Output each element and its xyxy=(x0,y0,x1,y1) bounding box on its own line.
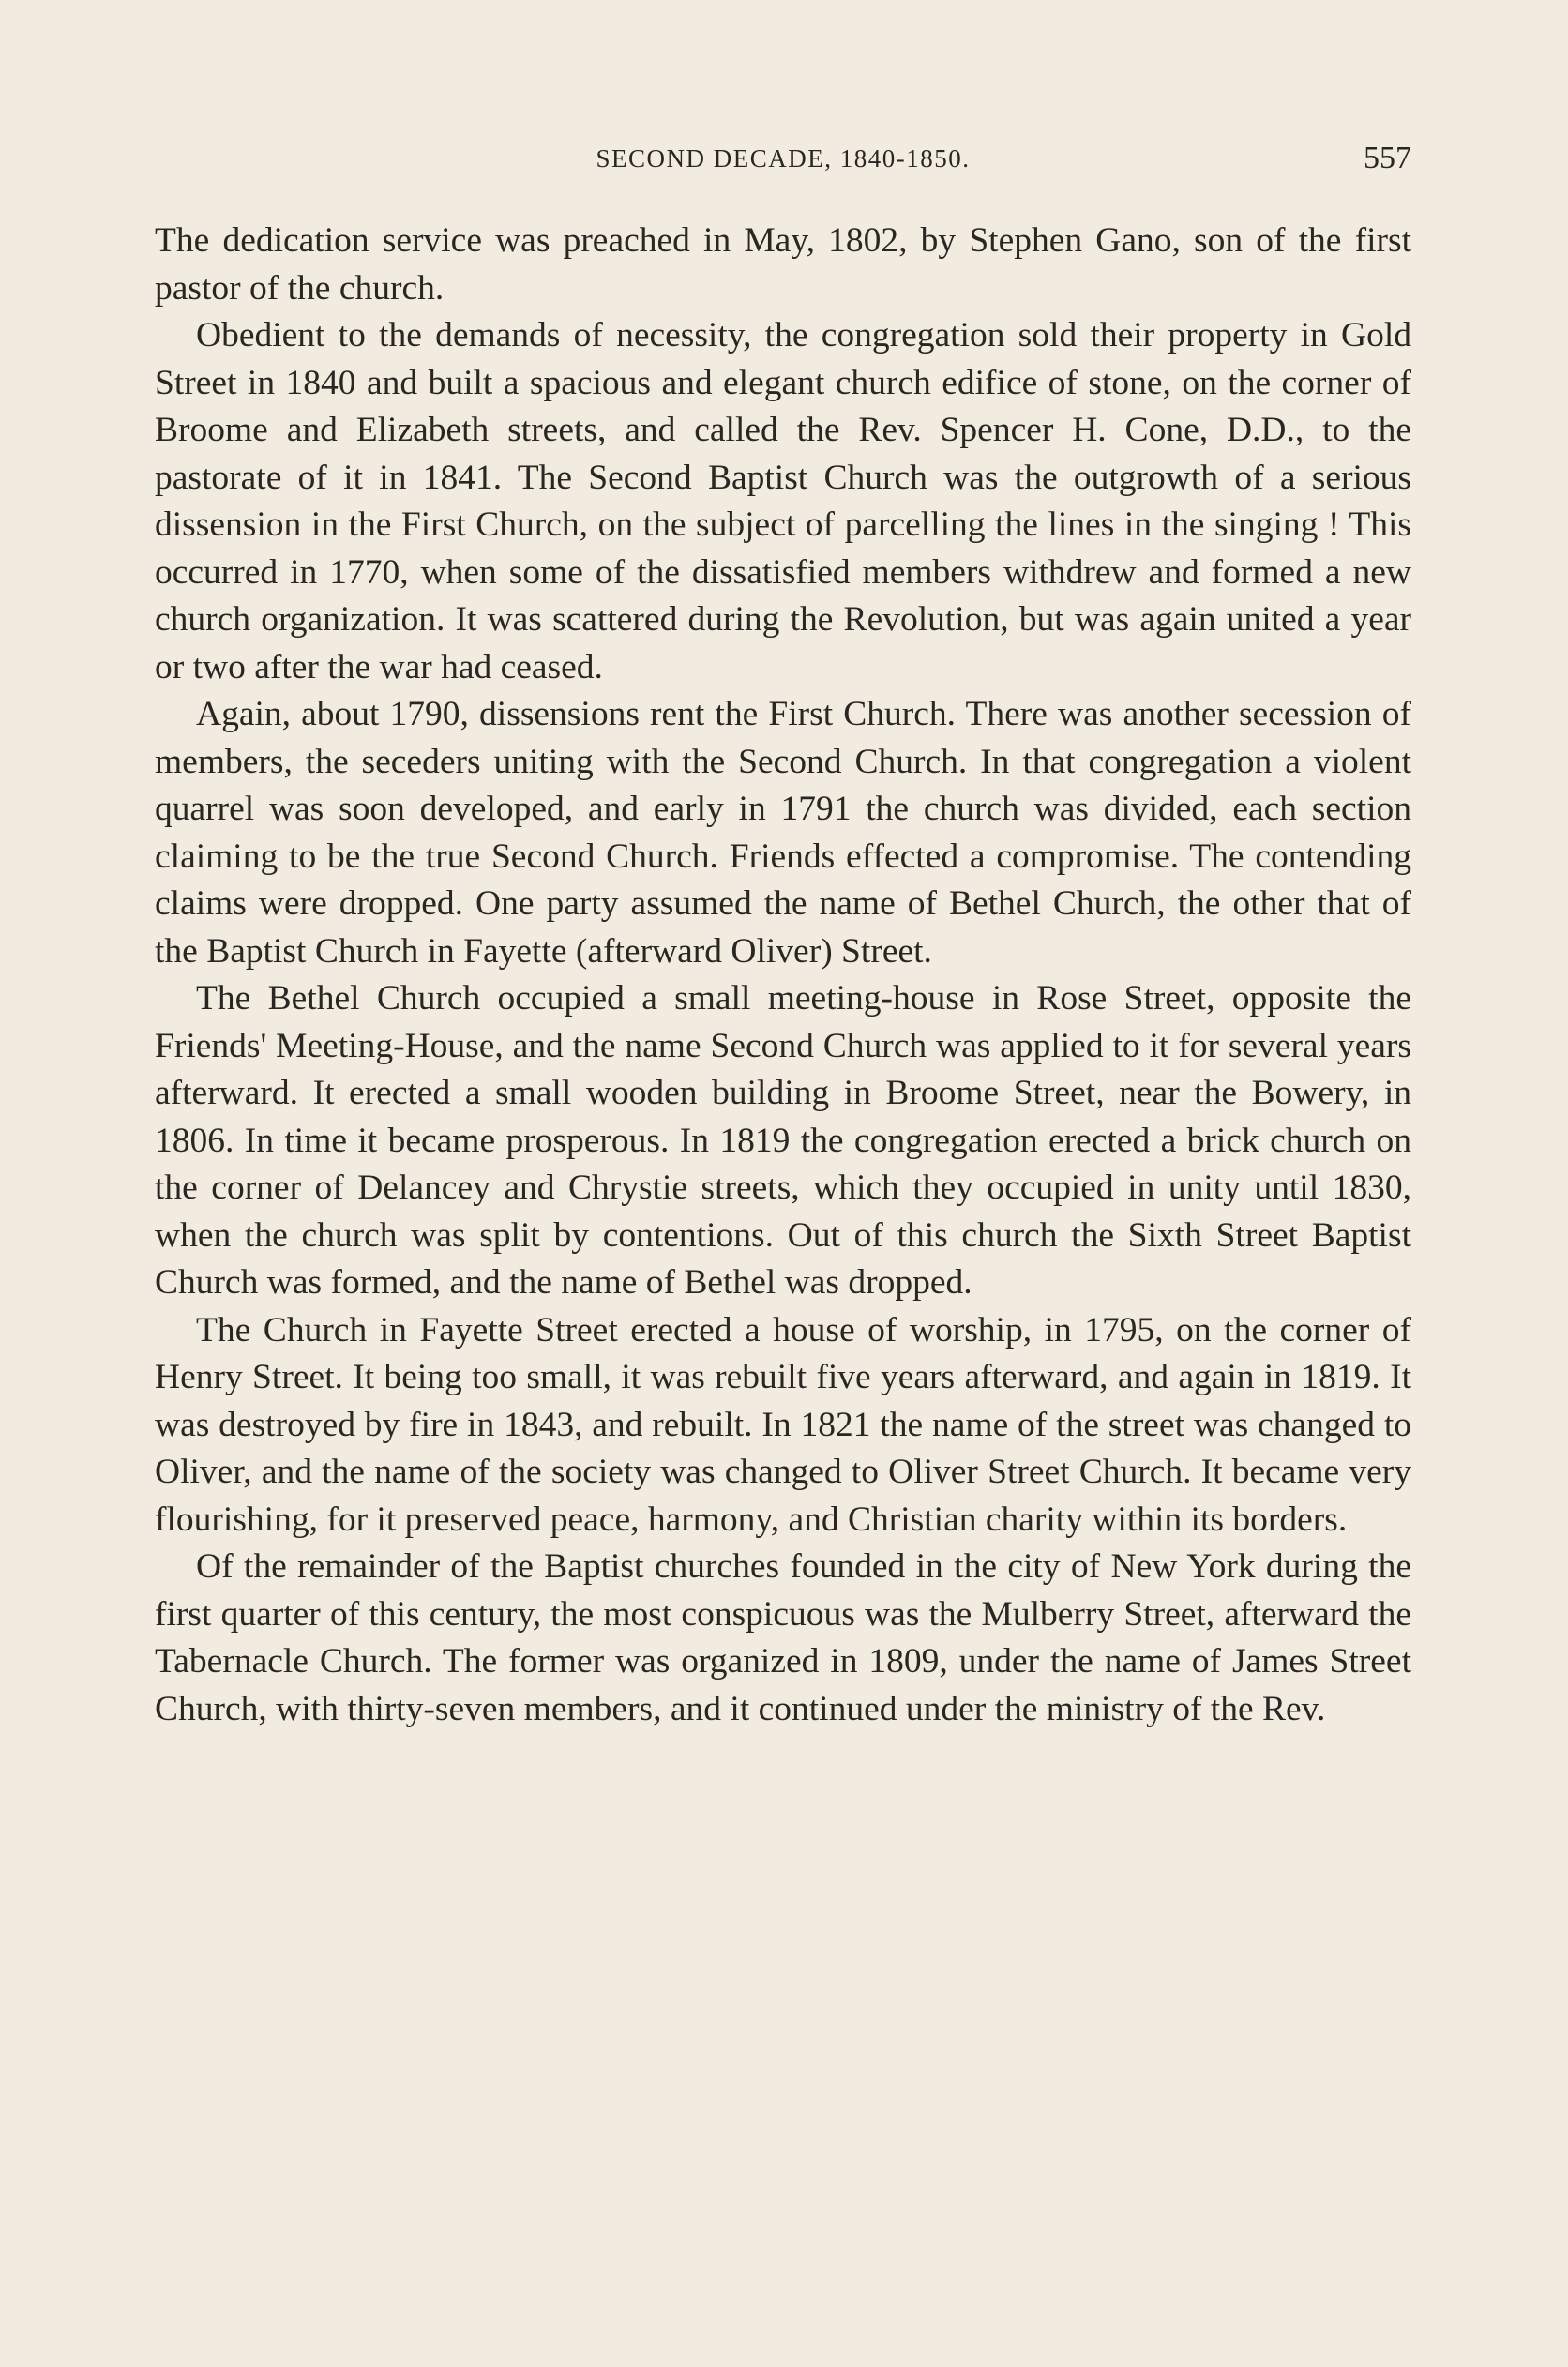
paragraph-gold-street: Obedient to the demands of necessity, the congregation sold their property in Gold Street in 1840 and built a spacious and elegant church edifice of stone, on the corner of Broome and Elizabeth streets, and called the Rev. Spencer H. Cone, D.D., to the pastorate of it in 1841. The Second Baptist Church was the outgrowth of a serious dissension in the First Church, on the subject of parcelling the lines in the singing ! This occurred in 1770, when some of the dissatisfied members withdrew and formed a new church organization. It was scattered during the Revolution, but was again united a year or two after the war had ceased. xyxy=(155,316,1411,686)
paragraph-fayette-street: The Church in Fayette Street erected a house of worship, in 1795, on the corner of Henry Street. It being too small, it was rebuilt five years afterward, and again in 1819. It was destroyed by fire in 1843, and rebuilt. In 1821 the name of the street was changed to Oliver, and the name of the society was changed to Oliver Street Church. It became very flourishing, for it preserved peace, harmony, and Christian charity within its borders. xyxy=(155,1310,1411,1539)
running-title: SECOND DECADE, 1840-1850. xyxy=(596,144,971,173)
paragraph-bethel-church: The Bethel Church occupied a small meeting-house in Rose Street, opposite the Friends' Meeting-House, and the name Second Church was applied to it for several years afterward. It erected a small wooden building in Broome Street, near the Bowery, in 1806. In time it became prosperous. In 1819 the congregation erected a brick church on the corner of Delancey and Chrystie streets, which they occupied in unity until 1830, when the church was split by contentions. Out of this church the Sixth Street Baptist Church was formed, and the name of Bethel was dropped. xyxy=(155,979,1411,1302)
running-head xyxy=(155,139,1411,186)
body-text xyxy=(155,218,1411,1733)
paragraph-dedication: The dedication service was preached in May, 1802, by Stephen Gano, son of the first pastor of the church. xyxy=(155,221,1411,308)
paragraph-remainder-churches: Of the remainder of the Baptist churches founded in the city of New York during the first quarter of this century, the most conspicuous was the Mulberry Street, afterward the Tabernacle Church. The former was organized in 1809, under the name of James Street Church, with thirty-seven members, and it continued under the ministry of the Rev. xyxy=(155,1547,1411,1728)
paragraph-dissensions: Again, about 1790, dissensions rent the First Church. There was another secession of members, the seceders uniting with the Second Church. In that congregation a violent quarrel was soon developed, and early in 1791 the church was divided, each section claiming to be the true Second Church. Friends effected a compromise. The contending claims were dropped. One party assumed the name of Bethel Church, the other that of the Baptist Church in Fayette (afterward Oliver) Street. xyxy=(155,695,1411,971)
page-number: 557 xyxy=(1364,141,1411,175)
